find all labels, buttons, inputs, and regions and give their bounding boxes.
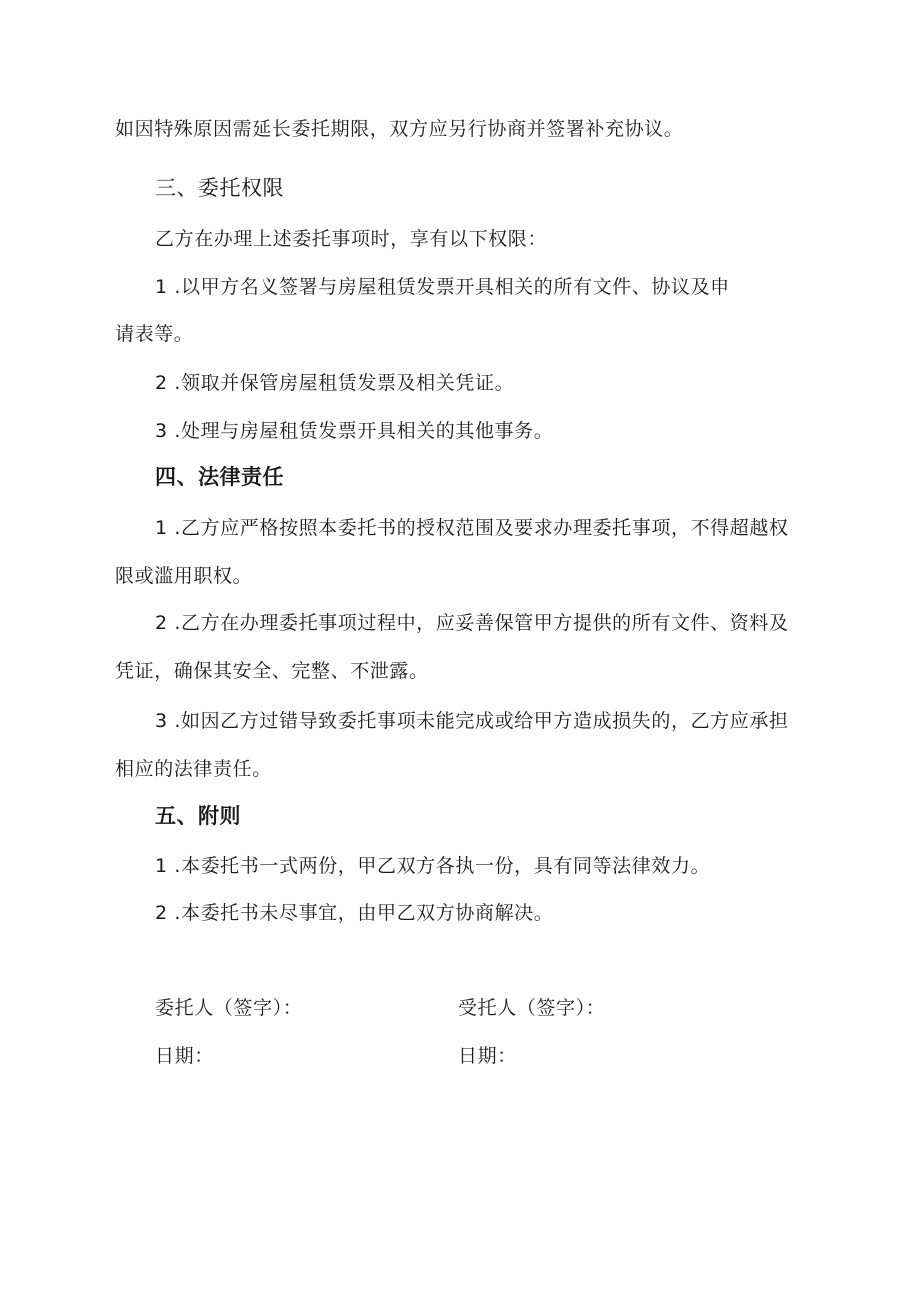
section3-item3: 3 .处理与房屋租赁发票开具相关的其他事务。	[155, 420, 554, 442]
section3-item2: 2 .领取并保管房屋租赁发票及相关凭证。	[155, 372, 515, 394]
section4-item3-line1: 3 .如因乙方过错导致委托事项未能完成或给甲方造成损失的，乙方应承担	[155, 710, 789, 732]
section3-item1-line1: 1 .以甲方名义签署与房屋租赁发票开具相关的所有文件、协议及申	[155, 276, 730, 298]
principal-date-label: 日期：	[155, 1045, 214, 1067]
section4-item2-line2: 凭证，确保其安全、完整、不泄露。	[115, 660, 429, 682]
section4-item2-line1: 2 .乙方在办理委托事项过程中，应妥善保管甲方提供的所有文件、资料及	[155, 612, 789, 634]
section3-heading: 三、委托权限	[155, 176, 284, 200]
section4-item1-line1: 1 .乙方应严格按照本委托书的授权范围及要求办理委托事项，不得超越权	[155, 517, 789, 539]
intro-continuation: 如因特殊原因需延长委托期限，双方应另行协商并签署补充协议。	[115, 118, 684, 140]
agent-signature-label: 受托人（签字）：	[458, 997, 606, 1019]
section5-heading: 五、附则	[155, 804, 241, 828]
section3-item1-line2: 请表等。	[115, 323, 194, 345]
section3-lead: 乙方在办理上述委托事项时，享有以下权限：	[155, 228, 548, 250]
section4-item1-line2: 限或滥用职权。	[115, 565, 253, 587]
principal-signature-label: 委托人（签字）：	[155, 997, 303, 1019]
section4-heading: 四、法律责任	[155, 465, 284, 489]
section5-item1: 1 .本委托书一式两份，甲乙双方各执一份，具有同等法律效力。	[155, 855, 711, 877]
agent-date-label: 日期：	[458, 1045, 517, 1067]
section5-item2: 2 .本委托书未尽事宜，由甲乙双方协商解决。	[155, 902, 554, 924]
section4-item3-line2: 相应的法律责任。	[115, 758, 272, 780]
